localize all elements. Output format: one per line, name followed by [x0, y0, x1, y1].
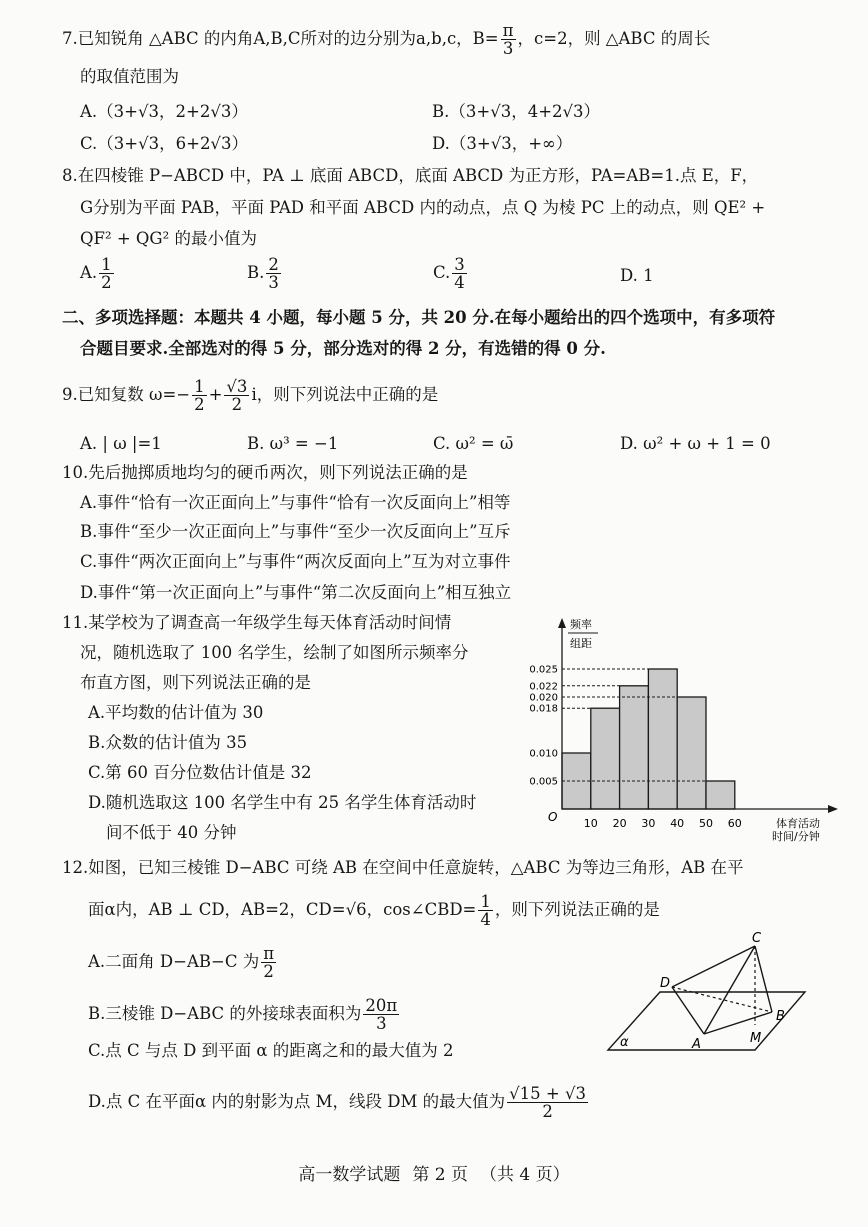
footer-total: （共 4 页）: [480, 1165, 570, 1185]
q9-frac1-den: 2: [194, 395, 205, 414]
q12-b-den: 3: [376, 1014, 387, 1033]
x-tick-label: 10: [583, 817, 598, 830]
x-label-bottom: 时间/分钟: [772, 830, 820, 843]
histogram-bar: [648, 669, 677, 809]
q8-a-num: 1: [101, 255, 112, 274]
q8-a-den: 2: [101, 273, 112, 292]
q8-option-b: [247, 256, 283, 291]
q7-stem-text2: ，c=2，则 △ABC 的周长: [517, 29, 711, 48]
q8-a-fraction: [99, 256, 114, 291]
q7-option-d: D.（3+√3，+∞）: [432, 134, 573, 153]
histogram-bar: [620, 686, 649, 809]
q7-stem-line2: 的取值范围为: [80, 67, 179, 86]
y-tick-label: 0.020: [529, 692, 558, 704]
section2-heading-line2: 合题目要求.全部选对的得 5 分，部分选对的得 2 分，有选错的得 0 分.: [80, 339, 606, 358]
q11-stem-line3: 布直方图，则下列说法正确的是: [80, 673, 311, 692]
q7-b-num: π: [502, 21, 514, 40]
x-tick-label: 30: [641, 817, 656, 830]
q10-option-c: C.事件“两次正面向上”与事件“两次反面向上”互为对立事件: [80, 552, 511, 571]
q7-option-c: C.（3+√3，6+2√3）: [80, 134, 248, 153]
q9-frac2-den: 2: [231, 395, 243, 414]
q8-a-label: A.: [80, 263, 98, 282]
q12-stem-text2: ，则下列说法正确的是: [494, 900, 660, 919]
q8-stem-line2: G分别为平面 PAB，平面 PAD 和平面 ABCD 内的动点，点 Q 为棱 PC 上的动点，则 QE² +: [80, 198, 766, 217]
x-tick-label: 40: [670, 817, 685, 830]
q12-cos-den: 4: [480, 910, 491, 929]
frequency-histogram: [510, 612, 840, 852]
q9-option-b: B. ω³ = −1: [247, 434, 339, 453]
q9-option-d: D. ω² + ω + 1 = 0: [620, 434, 771, 453]
q8-c-fraction: [452, 256, 467, 291]
y-axis-arrow: [558, 618, 566, 628]
footer-page: 第 2 页: [412, 1165, 468, 1185]
q8-option-c: [433, 256, 469, 291]
page-footer: [0, 1160, 868, 1185]
q7-option-b: B.（3+√3，4+2√3）: [432, 102, 601, 121]
q7-b-fraction: [501, 22, 516, 57]
q8-c-den: 4: [454, 273, 465, 292]
label-M: M: [750, 1031, 762, 1046]
section2-heading-line1: 二、多项选择题：本题共 4 小题，每小题 5 分，共 20 分.在每小题给出的四个选项中，有多项符: [62, 308, 776, 327]
q9-frac2-num: √3: [226, 377, 248, 396]
q9-stem-text2: i，则下列说法中正确的是: [251, 385, 439, 404]
q12-option-b: [88, 997, 401, 1032]
q12-a-text: A.二面角 D−AB−C 为: [88, 952, 260, 971]
q9-stem: [62, 378, 438, 413]
y-tick-label: 0.022: [529, 681, 558, 693]
y-tick-label: 0.010: [529, 748, 558, 760]
q10-option-a: A.事件“恰有一次正面向上”与事件“恰有一次反面向上”相等: [80, 493, 511, 512]
q11-option-d-line2: 间不低于 40 分钟: [106, 823, 237, 842]
q12-option-c: C.点 C 与点 D 到平面 α 的距离之和的最大值为 2: [88, 1041, 454, 1060]
label-D: D: [660, 976, 671, 991]
label-C: C: [752, 932, 762, 946]
q9-plus: +: [208, 385, 223, 404]
q8-b-den: 3: [268, 273, 279, 292]
q11-option-d-line1: D.随机选取这 100 名学生中有 25 名学生体育活动时: [88, 793, 477, 812]
q10-option-d: D.事件“第一次正面向上”与事件“第二次反面向上”相互独立: [80, 583, 512, 602]
q12-d-den: 2: [542, 1102, 553, 1121]
label-B: B: [776, 1009, 785, 1024]
x-tick-label: 20: [612, 817, 627, 830]
q11-stem-line1: 11.某学校为了调查高一年级学生每天体育活动时间情: [62, 613, 452, 632]
histogram-bar: [677, 697, 706, 809]
q12-d-fraction: [507, 1085, 588, 1120]
q11-option-b: B.众数的估计值为 35: [88, 733, 248, 752]
q9-option-a: A. | ω |=1: [80, 434, 162, 453]
q8-option-a: [80, 256, 116, 291]
q8-option-d: D. 1: [620, 266, 654, 285]
q8-c-label: C.: [433, 263, 451, 282]
q8-stem-line1: 8.在四棱锥 P−ABCD 中，PA ⊥ 底面 ABCD，底面 ABCD 为正方形，PA=AB=1.点 E，F，: [62, 166, 759, 185]
q10-option-b: B.事件“至少一次正面向上”与事件“至少一次反面向上”互斥: [80, 522, 511, 541]
q12-option-d: [88, 1085, 590, 1120]
y-tick-label: 0.018: [529, 703, 558, 715]
q7-b-den: 3: [502, 39, 514, 58]
x-tick-label: 50: [699, 817, 713, 830]
q12-cos-fraction: [478, 893, 493, 928]
histogram-bar: [706, 781, 735, 809]
q7-option-a: A.（3+√3，2+2√3）: [80, 102, 248, 121]
q12-b-num: 20π: [365, 996, 398, 1015]
q12-option-a: [88, 945, 278, 980]
q8-stem-line3: QF² + QG² 的最小值为: [80, 229, 257, 248]
y-tick-label: 0.005: [529, 776, 558, 788]
q12-stem-line1: 12.如图，已知三棱锥 D−ABC 可绕 AB 在空间中任意旋转，△ABC 为等边三角形，AB 在平: [62, 858, 744, 877]
y-tick-label: 0.025: [529, 664, 558, 676]
q8-b-fraction: [266, 256, 281, 291]
q12-d-text: D.点 C 在平面α 内的射影为点 M，线段 DM 的最大值为: [88, 1092, 506, 1111]
q12-cos-num: 1: [480, 892, 491, 911]
q12-stem-line2: [88, 893, 660, 928]
edge-CB: [755, 946, 772, 1012]
q7-stem-text: 7.已知锐角 △ABC 的内角A,B,C所对的边分别为a,b,c，B=: [62, 29, 499, 48]
q9-stem-text: 9.已知复数 ω=−: [62, 385, 191, 404]
q12-d-num: √15 + √3: [509, 1084, 586, 1103]
label-alpha: α: [620, 1035, 629, 1050]
y-label-top: 频率: [570, 618, 592, 631]
q12-a-den: 2: [263, 962, 274, 981]
q8-b-label: B.: [247, 263, 265, 282]
x-axis-arrow: [828, 805, 838, 813]
edge-DA: [672, 987, 704, 1034]
q9-frac2: [224, 378, 249, 413]
footer-subject: 高一数学试题: [298, 1165, 401, 1185]
origin-label: O: [548, 810, 558, 824]
q12-a-num: π: [263, 944, 275, 963]
q12-a-fraction: [261, 945, 276, 980]
q11-stem-line2: 况，随机选取了 100 名学生，绘制了如图所示频率分: [80, 643, 469, 662]
histogram-bar: [591, 708, 620, 809]
q12-b-text: B.三棱锥 D−ABC 的外接球表面积为: [88, 1004, 362, 1023]
label-A: A: [692, 1037, 701, 1052]
q9-frac1-num: 1: [194, 377, 205, 396]
y-label-bottom: 组距: [570, 637, 592, 650]
q12-stem-text: 面α内，AB ⊥ CD，AB=2，CD=√6，cos∠CBD=: [88, 900, 477, 919]
histogram-bar: [562, 753, 591, 809]
q10-stem: 10.先后抛掷质地均匀的硬币两次，则下列说法正确的是: [62, 463, 468, 482]
q12-b-fraction: [363, 997, 399, 1032]
q7-stem-line1: [62, 22, 710, 57]
q11-option-a: A.平均数的估计值为 30: [88, 703, 264, 722]
q11-option-c: C.第 60 百分位数估计值是 32: [88, 763, 312, 782]
q8-c-num: 3: [454, 255, 465, 274]
q8-b-num: 2: [268, 255, 279, 274]
x-tick-label: 60: [727, 817, 742, 830]
q9-frac1: [192, 378, 207, 413]
tetrahedron-figure: [600, 932, 830, 1062]
q9-option-c: C. ω² = ω̄: [433, 434, 514, 453]
x-label-top: 体育活动: [776, 817, 820, 830]
